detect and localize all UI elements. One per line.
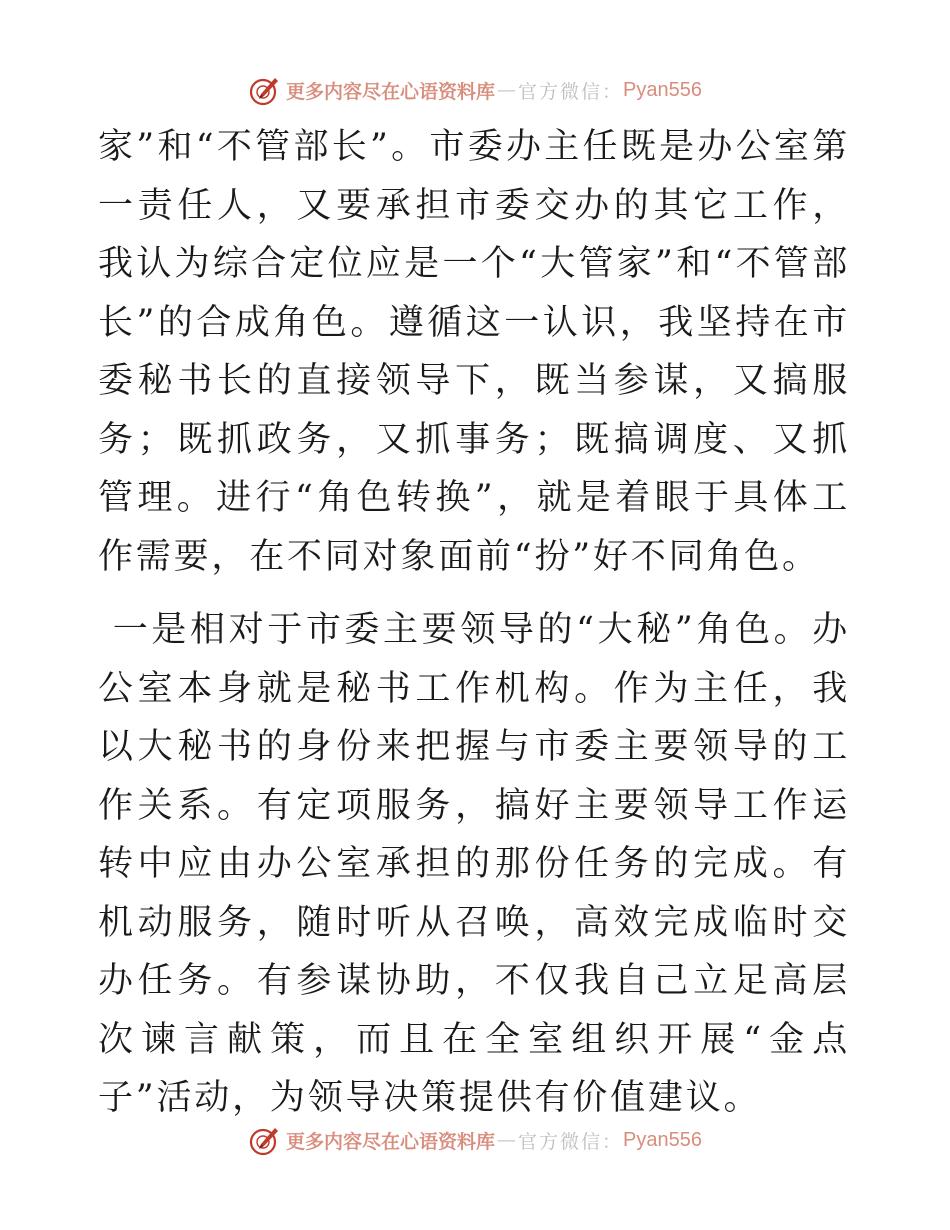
watermark-separator: —: [497, 79, 517, 101]
watermark-wechat-id: Pyan556: [623, 78, 702, 101]
watermark-separator: —: [497, 1129, 517, 1151]
paragraph-2: 一是相对于市委主要领导的“大秘”角色。办公室本身就是秘书工作机构。作为主任，我以大秘书的身份来把握与市委主要领导的工作关系。有定项服务，搞好主要领导工作运转中应由办公室承担的那份任务的完成。有机动服务，随时听从召唤，高效完成临时交办任务。有参谋协助，不仅我自己立足高层次谏言献策，而且在全室组织开展“金点子”活动，为领导决策提供有价值建议。: [98, 610, 850, 1118]
document-body: [98, 118, 850, 1128]
watermark-brand-text: 更多内容尽在心语资料库: [286, 80, 496, 103]
pen-nib-circle-icon: [248, 1123, 282, 1157]
paragraph-1: 家”和“不管部长”。市委办主任既是办公室第一责任人，又要承担市委交办的其它工作，我认为综合定位应是一个“大管家”和“不管部长”的合成角色。遵循这一认识，我坚持在市委秘书长的直接领导下，既当参谋，又搞服务；既抓政务，又抓事务；既搞调度、又抓管理。进行“角色转换”，就是着眼于具体工作需要，在不同对象面前“扮”好不同角色。: [98, 127, 850, 577]
footer-watermark: [0, 1120, 950, 1160]
pen-nib-circle-icon: [248, 73, 282, 107]
watermark-wechat-id: Pyan556: [623, 1128, 702, 1151]
watermark-brand-text: 更多内容尽在心语资料库: [286, 1130, 496, 1153]
watermark-sub-text: 官方微信：: [518, 80, 624, 103]
watermark-sub-text: 官方微信：: [518, 1130, 624, 1153]
header-watermark: [0, 70, 950, 110]
